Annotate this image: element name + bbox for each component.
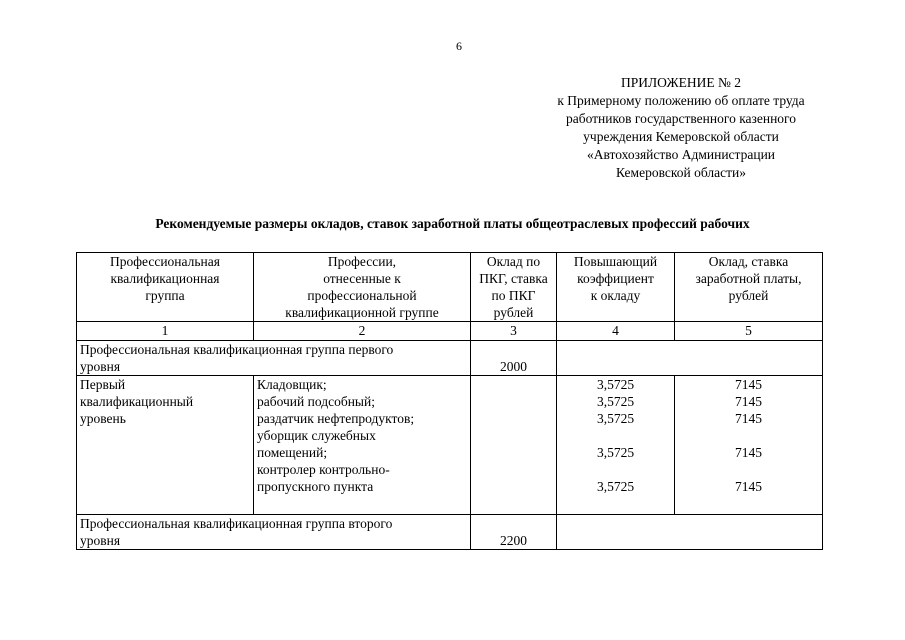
appendix-line: Кемеровской области» bbox=[616, 165, 746, 180]
salary-table bbox=[76, 252, 823, 550]
column-number-row bbox=[77, 322, 823, 341]
empty-cell bbox=[557, 341, 823, 376]
appendix-line: учреждения Кемеровской области bbox=[583, 129, 779, 144]
page-number: 6 bbox=[456, 39, 462, 53]
empty-cell bbox=[557, 515, 823, 550]
column-number: 3 bbox=[471, 322, 557, 341]
column-number: 2 bbox=[254, 322, 471, 341]
column-number: 5 bbox=[675, 322, 823, 341]
qualification-level-name: Первый квалификационный уровень bbox=[77, 376, 254, 515]
header-cell: Оклад, ставка заработной платы, рублей bbox=[675, 253, 823, 322]
group-row-level-2 bbox=[77, 515, 823, 550]
coefficient-list: 3,5725 3,5725 3,5725 3,5725 3,5725 bbox=[557, 376, 675, 515]
empty-cell bbox=[471, 376, 557, 515]
group-salary: 2200 bbox=[471, 515, 557, 550]
appendix-line: «Автохозяйство Администрации bbox=[586, 147, 776, 162]
column-number: 1 bbox=[77, 322, 254, 341]
document-title: Рекомендуемые размеры окладов, ставок заработной платы общеотраслевых профессий рабочих bbox=[155, 216, 750, 231]
header-cell: Оклад по ПКГ, ставка по ПКГ рублей bbox=[471, 253, 557, 322]
header-row bbox=[77, 253, 823, 322]
group-row-level-1 bbox=[77, 341, 823, 376]
appendix-header bbox=[520, 74, 842, 182]
appendix-line: работников государственного казенного bbox=[565, 111, 797, 126]
header-cell: Повышающий коэффициент к окладу bbox=[557, 253, 675, 322]
header-cell: Профессиональная квалификационная группа bbox=[77, 253, 254, 322]
group-salary: 2000 bbox=[471, 341, 557, 376]
group-name: Профессиональная квалификационная группа второго уровня bbox=[77, 515, 471, 550]
header-cell: Профессии, отнесенные к профессиональной квалификационной группе bbox=[254, 253, 471, 322]
appendix-line: к Примерному положению об оплате труда bbox=[557, 93, 805, 108]
appendix-line: ПРИЛОЖЕНИЕ № 2 bbox=[620, 75, 742, 90]
profession-list: Кладовщик; рабочий подсобный; раздатчик нефтепродуктов; уборщик служебных помещений; контролер контрольно- пропускного пункта bbox=[254, 376, 471, 515]
group-name: Профессиональная квалификационная группа первого уровня bbox=[77, 341, 471, 376]
qualification-level-row bbox=[77, 376, 823, 515]
rate-list: 7145 7145 7145 7145 7145 bbox=[675, 376, 823, 515]
column-number: 4 bbox=[557, 322, 675, 341]
